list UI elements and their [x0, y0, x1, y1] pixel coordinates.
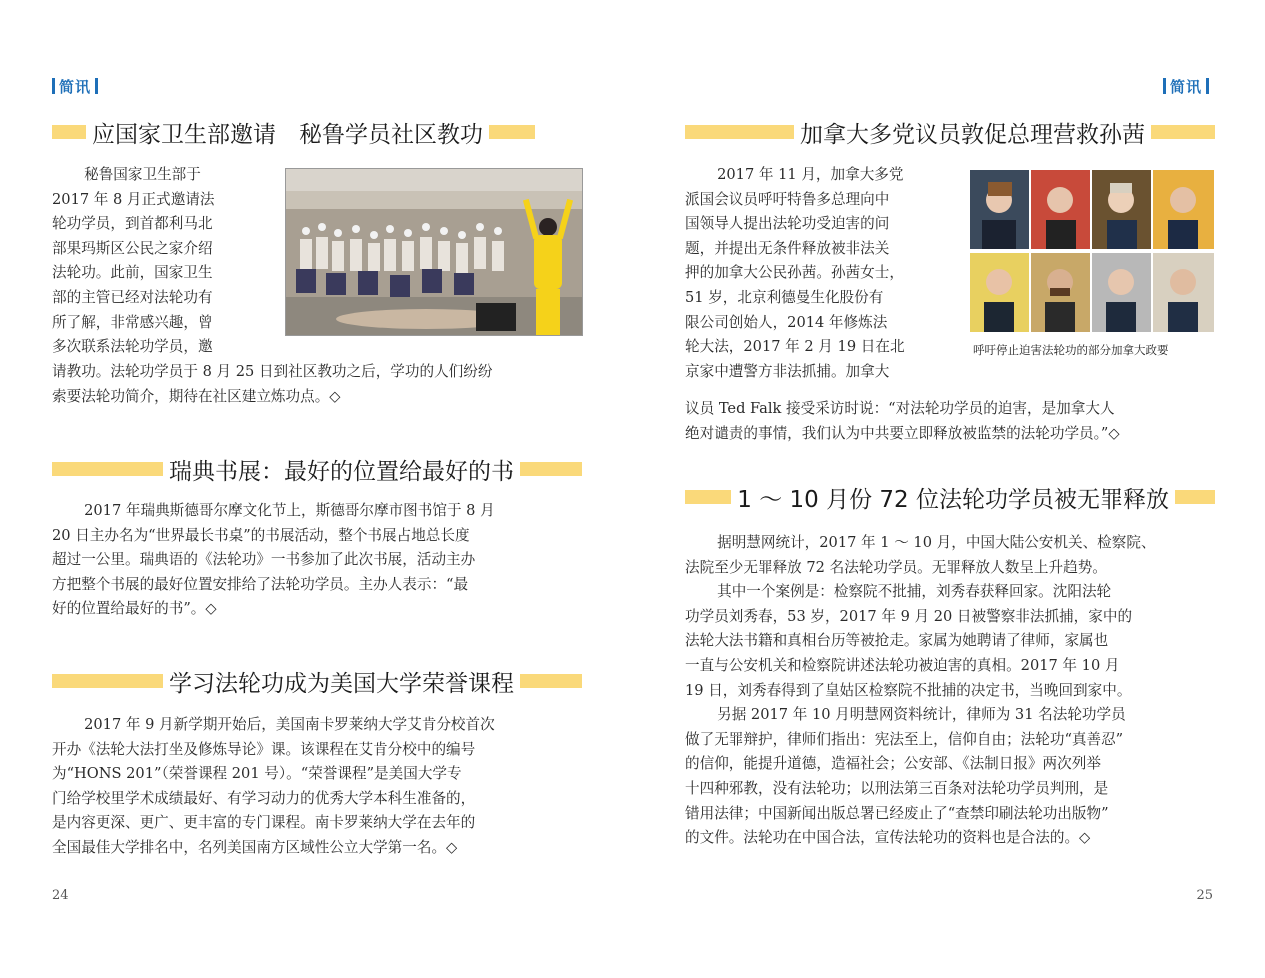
- text-line: 十四种邪教，没有法轮功；以刑法第三百条对法轮功学员判刑，是: [685, 779, 1109, 797]
- article-heading-acquittals: 1 ～ 10 月份 72 位法轮功学员被无罪释放: [685, 482, 1215, 512]
- text-line: 京家中遭警方非法抓捕。加拿大: [685, 362, 890, 380]
- text-line: 的信仰，能提升道德，造福社会；公安部、《法制日报》两次列举: [685, 755, 1101, 773]
- page-number: 24: [52, 888, 69, 903]
- article-heading-university: 学习法轮功成为美国大学荣誉课程: [52, 666, 582, 696]
- text-line: 绝对谴责的事情，我们认为中共要立即释放被监禁的法轮功学员。”◇: [685, 424, 1120, 442]
- text-line: 错用法律；中国新闻出版总署已经废止了“查禁印刷法轮功出版物”: [685, 804, 1109, 822]
- text-line: 超过一公里。瑞典语的《法轮功》一书参加了此次书展，活动主办: [52, 551, 476, 569]
- text-line: 全国最佳大学排名中，名列美国南方区域性公立大学第一名。◇: [52, 838, 458, 856]
- text-line: 部果玛斯区公民之家介绍: [52, 239, 213, 257]
- article-canada-body-wrap: [685, 163, 937, 384]
- left-page: [0, 0, 632, 978]
- article-peru-body-wrap: [52, 163, 252, 360]
- article-heading-peru: 应国家卫生部邀请 秘鲁学员社区教功: [52, 117, 582, 147]
- text-line: 开办《法轮大法打坐及修炼导论》课。该课程在艾肯分校中的编号: [52, 740, 476, 758]
- text-line: 的文件。法轮功在中国合法，宣传法轮功的资料也是合法的。◇: [685, 829, 1091, 847]
- text-line: 轮大法，2017 年 2 月 19 日在北: [685, 338, 905, 356]
- article-heading-sweden: 瑞典书展：最好的位置给最好的书: [52, 454, 582, 484]
- text-line: 2017 年 9 月新学期开始后，美国南卡罗莱纳大学艾肯分校首次: [84, 716, 495, 733]
- article-sweden-body: [52, 499, 582, 622]
- text-line: 国领导人提出法轮功受迫害的问: [685, 215, 890, 233]
- text-line: 方把整个书展的最好位置安排给了法轮功学员。主办人表示：“最: [52, 575, 469, 593]
- photo-caption: 呼吁停止迫害法轮功的部分加拿大政要: [973, 343, 1169, 357]
- text-line: 为“HONS 201”（荣誉课程 201 号）。“荣誉课程”是美国大学专: [52, 765, 462, 783]
- text-line: 一直与公安机关和检察院讲述法轮功被迫害的真相。2017 年 10 月: [685, 656, 1120, 674]
- text-line: 门给学校里学术成绩最好、有学习动力的优秀大学本科生准备的，: [52, 789, 476, 807]
- text-line: 索要法轮功简介，期待在社区建立炼功点。◇: [52, 387, 341, 405]
- text-line: 部的主管已经对法轮功有: [52, 288, 213, 306]
- text-line: 限公司创始人，2014 年修炼法: [685, 313, 888, 331]
- text-line: 法轮大法书籍和真相台历等被抢走。家属为她聘请了律师，家属也: [685, 632, 1109, 650]
- article-heading-canada: 加拿大多党议员敦促总理营救孙茜: [685, 117, 1215, 147]
- text-line: 法院至少无罪释放 72 名法轮功学员。无罪释放人数呈上升趋势。: [685, 558, 1107, 576]
- text-line: 20 日主办名为“世界最长书桌”的书展活动，整个书展占地总长度: [52, 526, 470, 544]
- article-peru-body-full: [52, 360, 582, 409]
- text-line: 题，并提出无条件释放被非法关: [685, 239, 890, 257]
- article-university-body: [52, 713, 582, 861]
- text-line: 其中一个案例是：检察院不批捕，刘秀春获释回家。沈阳法轮: [717, 583, 1112, 601]
- text-line: 51 岁，北京利德曼生化股份有: [685, 288, 884, 306]
- text-line: 所了解，非常感兴趣，曾: [52, 313, 213, 331]
- section-tag: 简讯: [1159, 76, 1213, 97]
- section-tag: 简讯: [48, 76, 102, 97]
- text-line: 19 日，刘秀春得到了皇姑区检察院不批捕的决定书，当晚回到家中。: [685, 681, 1132, 699]
- text-line: 请教功。法轮功学员于 8 月 25 日到社区教功之后，学功的人们纷纷: [52, 363, 493, 380]
- text-line: 2017 年瑞典斯德哥尔摩文化节上，斯德哥尔摩市图书馆于 8 月: [84, 502, 495, 519]
- text-line: 另据 2017 年 10 月明慧网资料统计，律师为 31 名法轮功学员: [717, 706, 1126, 724]
- text-line: 议员 Ted Falk 接受采访时说：“对法轮功学员的迫害，是加拿大人: [685, 400, 1115, 417]
- text-line: 是内容更深、更广、更丰富的专门课程。南卡罗莱纳大学在去年的: [52, 814, 476, 832]
- text-line: 据明慧网统计，2017 年 1 ～ 10 月，中国大陆公安机关、检察院、: [717, 534, 1156, 551]
- text-line: 押的加拿大公民孙茜。孙茜女士，: [685, 264, 904, 282]
- article-acquittals-body: [685, 531, 1215, 851]
- text-line: 派国会议员呼吁特鲁多总理向中: [685, 190, 890, 208]
- text-line: 好的位置给最好的书”。◇: [52, 600, 217, 618]
- article-canada-body-full: [685, 397, 1215, 446]
- text-line: 秘鲁国家卫生部于: [84, 166, 201, 183]
- text-line: 法轮功。此前，国家卫生: [52, 264, 213, 282]
- text-line: 2017 年 8 月正式邀请法: [52, 190, 215, 208]
- text-line: 做了无罪辩护，律师们指出：宪法至上，信仰自由；法轮功“真善忍”: [685, 730, 1124, 748]
- canadian-politicians-photo-grid: [970, 170, 1214, 332]
- text-line: 功学员刘秀春，53 岁，2017 年 9 月 20 日被警察非法抓捕，家中的: [685, 607, 1133, 625]
- text-line: 2017 年 11 月，加拿大多党: [717, 166, 904, 183]
- text-line: 轮功学员，到首都利马北: [52, 215, 213, 233]
- text-line: 多次联系法轮功学员，邀: [52, 338, 213, 356]
- peru-group-exercise-photo: [285, 168, 583, 336]
- right-page: [633, 0, 1265, 978]
- page-number: 25: [1196, 888, 1213, 903]
